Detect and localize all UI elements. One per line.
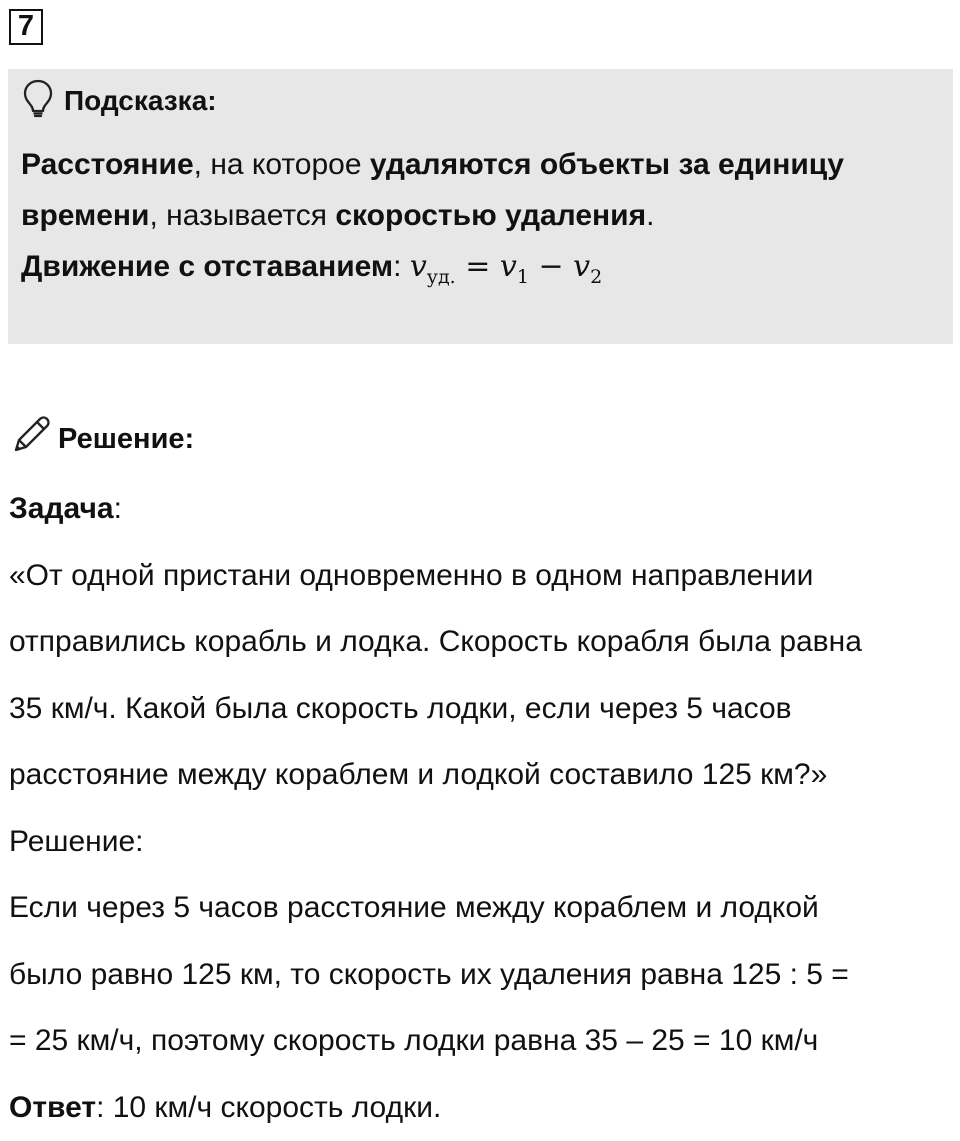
hint-text: , на которое xyxy=(194,148,370,181)
answer-label: Ответ xyxy=(9,1091,96,1124)
solution-title: Решение: xyxy=(58,423,194,456)
hint-header xyxy=(22,81,217,121)
hint-box xyxy=(8,69,953,344)
formula-eq: = xyxy=(456,249,500,284)
solution-content xyxy=(9,476,954,1141)
answer-line xyxy=(9,1075,954,1141)
hint-definition xyxy=(21,139,941,241)
task-label-line xyxy=(9,476,954,543)
formula-v1: v xyxy=(500,249,517,284)
pencil-icon xyxy=(10,414,52,464)
hint-formula-line xyxy=(21,241,941,303)
formula-v: v xyxy=(410,249,427,284)
problem-line: отправились корабль и лодка. Скорость корабля была равна xyxy=(9,609,954,676)
hint-text: , называется xyxy=(150,199,336,232)
solution-line: было равно 125 км, то скорость их удаления равна 125 : 5 = xyxy=(9,942,954,1009)
task-colon: : xyxy=(114,492,122,525)
formula-v2: v xyxy=(573,249,590,284)
formula-sub-ud: уд. xyxy=(427,266,456,288)
hint-text: : xyxy=(393,250,410,283)
hint-body xyxy=(21,139,941,303)
formula xyxy=(410,249,602,284)
hint-term-lag: Движение с отставанием xyxy=(21,250,393,283)
hint-text: . xyxy=(646,199,654,232)
task-number-box: 7 xyxy=(9,9,43,45)
formula-sub-2: 2 xyxy=(590,266,602,288)
solution-line: = 25 км/ч, поэтому скорость лодки равна 35 – 25 = 10 км/ч xyxy=(9,1008,954,1075)
problem-line: расстояние между кораблем и лодкой составило 125 км?» xyxy=(9,742,954,809)
hint-term-remove: удаляются объекты за единицу времени xyxy=(21,148,844,232)
lightbulb-icon xyxy=(22,78,54,125)
formula-sub-1: 1 xyxy=(517,266,529,288)
answer-text: : 10 км/ч скорость лодки. xyxy=(96,1091,441,1124)
problem-line: 35 км/ч. Какой была скорость лодки, если через 5 часов xyxy=(9,676,954,743)
task-label: Задача xyxy=(9,492,114,525)
formula-minus: − xyxy=(529,249,573,284)
hint-term-speed: скоростью удаления xyxy=(335,199,646,232)
solution-header xyxy=(10,417,194,461)
problem-line: «От одной пристани одновременно в одном направлении xyxy=(9,543,954,610)
hint-term-distance: Расстояние xyxy=(21,148,194,181)
hint-title: Подсказка: xyxy=(64,85,217,117)
solution-label: Решение: xyxy=(9,809,954,876)
solution-line: Если через 5 часов расстояние между кораблем и лодкой xyxy=(9,875,954,942)
